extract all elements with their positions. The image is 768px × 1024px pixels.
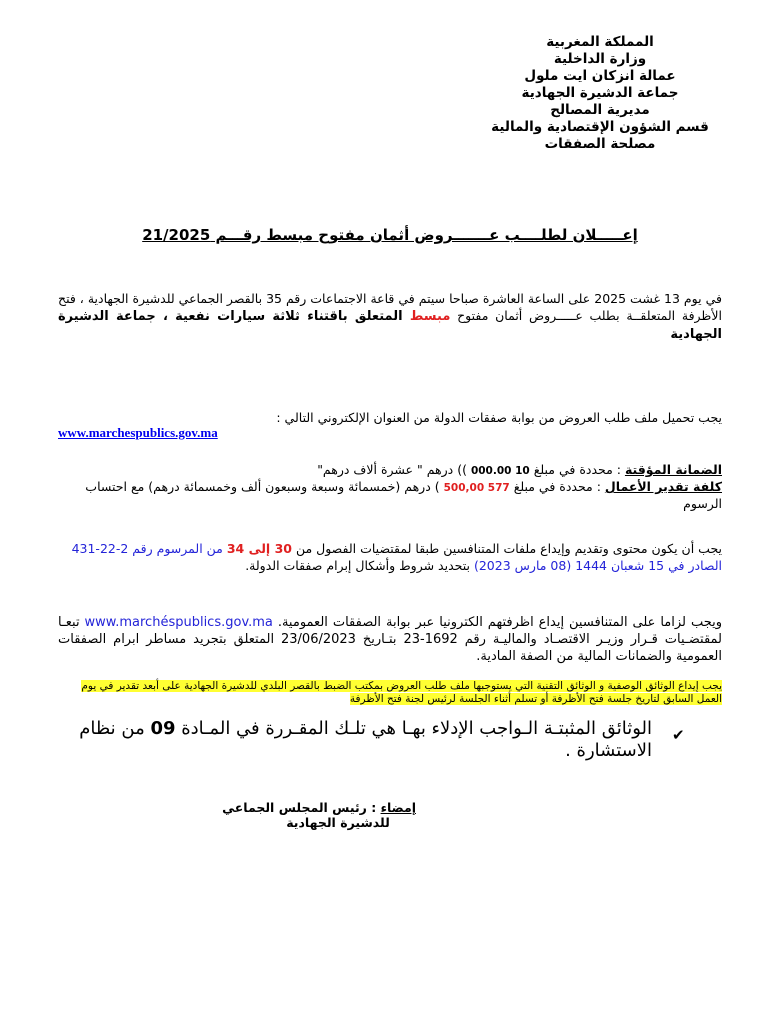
header-line: جماعة الدشيرة الجهادية <box>521 85 679 101</box>
decree-paragraph <box>58 540 722 574</box>
documents-deposit-paragraph <box>72 680 722 706</box>
header-line: مصلحة الصفقات <box>544 136 656 152</box>
announcement-title: إعـــــلان لطلــــب عـــــــروض أثمان مفتوح مبسط رقـــم 21/2025 <box>142 226 638 244</box>
opening-paragraph <box>58 290 722 343</box>
check-bullet-icon: ✔ <box>672 726 685 744</box>
guarantee-amount: 10 000.00 <box>470 465 530 477</box>
cost-amount: 577 500,00 <box>443 482 510 494</box>
signature-line <box>200 800 416 815</box>
cost-label: كلفة تقدير الأعمال <box>604 479 722 494</box>
cost-words: ) درهم (خمسمائة وسبعة وسبعون ألف وخمسمائة درهم) مع احتساب الرسوم <box>85 479 722 511</box>
article-number: 09 <box>150 718 176 739</box>
decree-reference: من المرسوم رقم 2-22-431 الصادر في 15 شعبان 1444 (08 مارس 2023) <box>71 541 722 573</box>
electronic-submission-paragraph <box>58 614 722 665</box>
amounts-paragraph <box>58 462 722 512</box>
documents-text: الوثائق المثبتـة الـواجب الإدلاء بهـا هي تلـك المقـررة في المـادة <box>175 718 652 739</box>
articles-range: 30 إلى 34 <box>226 541 292 556</box>
decree-text: يجب أن يكون محتوى وتقديم وإيداع ملفات المتنافسين طبقا لمقتضيات الفصول من <box>291 541 722 556</box>
signature-title: : رئيس المجلس الجماعي <box>222 800 381 815</box>
submission-decree: تبعـا لمقتضـيات قـرار وزيـر الاقتصـاد والماليـة رقم 1692-23 بتـاريخ 23/06/2023 المتعلق بتجريد مساطر ابرام الصفقات العمومية والضمانات المالية من الصفة المادية. <box>58 615 722 664</box>
guarantee-line <box>58 462 722 479</box>
submission-text: ويجب لزاما على المتنافسين إيداع اظرفتهم الكترونيا عبر بوابة الصفقات العمومية. <box>272 615 722 630</box>
signature-commune: للدشيرة الجهادية <box>286 815 390 830</box>
download-text: يجب تحميل ملف طلب العروض من بوابة صفقات الدولة من العنوان الإلكتروني التالي : <box>276 410 722 425</box>
download-paragraph <box>58 410 722 440</box>
guarantee-text: : محددة في مبلغ <box>529 462 625 477</box>
header-line: وزارة الداخلية <box>553 51 647 67</box>
cost-text: : محددة في مبلغ <box>509 479 605 494</box>
guarantee-label: الضمانة المؤقتة <box>624 462 722 477</box>
opening-text: في يوم 13 غشت 2025 على الساعة العاشرة صباحا سيتم في قاعة الاجتماعات رقم 35 بالقصر الجماعي للدشيرة الجهادية ، فتح الأظرفة المتعلقــة بطلب عـــــروض أثمان مفتوح <box>58 291 722 323</box>
supporting-documents-paragraph <box>72 718 652 762</box>
simplified-keyword: مبسط <box>409 309 451 324</box>
cost-line <box>58 479 722 512</box>
subject-text: المتعلق باقتناء ثلاثة سيارات نفعية ، جماعة الدشيرة الجهادية <box>58 309 722 342</box>
highlighted-deposit-text: يجب إيداع الوثائق الوصفية و الوثائق التقنية التي يستوجبها ملف طلب العروض بمكتب الضبط بالقصر البلدي للدشيرة الجهادية على أبعد تقدير في يوم العمل السابق لتاريخ جلسة فتح الأظرفة أو تسلم أثناء الجلسة لرئيس لجنة فتح الأظرفة <box>81 680 722 705</box>
portal-link-2[interactable]: www.marchéspublics.gov.ma <box>84 615 273 630</box>
decree-purpose: بتحديد شروط وأشكال إبرام صفقات الدولة. <box>245 558 474 573</box>
header-line: المملكة المغربية <box>546 34 654 50</box>
issuer-header <box>480 34 720 153</box>
documents-text-end: من نظام الاستشارة . <box>79 718 652 761</box>
header-line: مديرية المصالح <box>550 102 650 118</box>
signature-label: إمضاء <box>380 800 416 815</box>
portal-link[interactable]: www.marchespublics.gov.ma <box>58 425 218 440</box>
guarantee-words: )) درهم " عشرة ألاف درهم" <box>317 462 471 477</box>
header-line: عمالة انزكان ايت ملول <box>524 68 676 84</box>
signature-block <box>200 800 416 830</box>
header-line: قسم الشؤون الإقتصادية والمالية <box>491 119 709 135</box>
